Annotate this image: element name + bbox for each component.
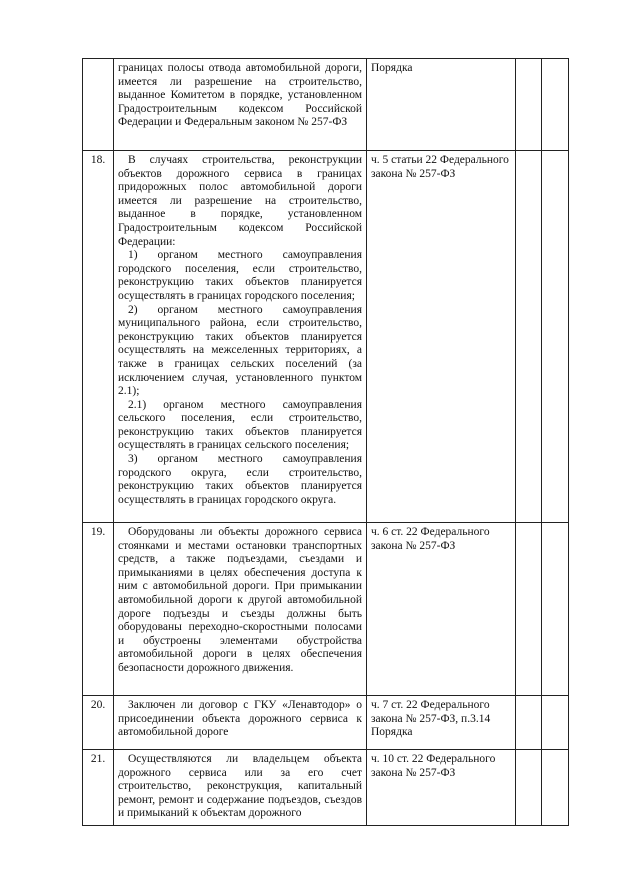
requirement-subitem: 3) органом местного самоуправления городского округа, если строительство, реконструкцию таких объектов планируется осуществлять в границах городского округа. [118,453,362,506]
answer-cell-no [542,151,569,523]
row-number [83,59,114,151]
requirement-text: границах полосы отвода автомобильной дороги, имеется ли разрешение на строительство, выданное Комитетом в порядке, установленном Градостроительным кодексом Российской Федерации и Федеральным законом № 257-ФЗ [118,62,362,129]
answer-cell-no [542,750,569,826]
table-row [83,523,569,696]
row-number: 20. [83,696,114,750]
legal-reference: ч. 10 ст. 22 Федерального закона № 257-ФЗ [367,750,516,826]
answer-cell-no [542,59,569,151]
requirement-subitem: 1) органом местного самоуправления городского поселения, если строительство, реконструкцию таких объектов планируется осуществлять в границах городского поселения; [118,249,362,302]
answer-cell-no [542,523,569,696]
row-number: 21. [83,750,114,826]
requirement-subitem: 2.1) органом местного самоуправления сельского поселения, если строительство, реконструкцию таких объектов планируется осуществлять в границах сельского поселения; [118,398,362,452]
requirement-cell [114,750,367,826]
requirement-cell [114,59,367,151]
answer-cell-yes [516,696,542,750]
answer-cell-yes [516,59,542,151]
checklist-table [82,58,569,826]
table-row [83,696,569,750]
table-row [83,750,569,826]
requirement-text: Оборудованы ли объекты дорожного сервиса стоянками и местами остановки транспортных средств, а также подъездами, съездами и примыканиями в целях обеспечения доступа к ним с автомобильной дороги. При примыкании автомобильной дороги к другой автомобильной дороге подъезды и съезды должны быть оборудованы переходно-скоростными полосами и обустроены элементами обустройства автомобильной дороги в целях обеспечения безопасности дорожного движения. [118,526,362,674]
requirement-cell [114,523,367,696]
answer-cell-no [542,696,569,750]
legal-reference: ч. 6 ст. 22 Федерального закона № 257-ФЗ [367,523,516,696]
row-number: 19. [83,523,114,696]
legal-reference: ч. 5 статьи 22 Федерального закона № 257-ФЗ [367,151,516,523]
requirement-text: Заключен ли договор с ГКУ «Ленавтодор» о присоединении объекта дорожного сервиса к автомобильной дороге [118,699,362,739]
requirement-text: Осуществляются ли владельцем объекта дорожного сервиса или за его счет строительство, реконструкция, капитальный ремонт, ремонт и содержание подъездов, съездов и примыканий к объектам дорожного [118,753,362,820]
row-number: 18. [83,151,114,523]
table-row [83,59,569,151]
requirement-cell [114,696,367,750]
requirement-subitem: 2) органом местного самоуправления муниципального района, если строительство, реконструкцию таких объектов планируется осуществлять на межселенных территориях, а также в границах сельских поселений (за исключением случая, установленного пунктом 2.1); [118,303,362,398]
table-row [83,151,569,523]
requirement-cell [114,151,367,523]
answer-cell-yes [516,523,542,696]
legal-reference: Порядка [367,59,516,151]
answer-cell-yes [516,750,542,826]
requirement-text: В случаях строительства, реконструкции объектов дорожного сервиса в границах придорожных полос автомобильной дороги имеется ли разрешение на строительство, выданное в порядке, установленном Градостроительным кодексом Российской Федерации: [118,154,362,248]
legal-reference: ч. 7 ст. 22 Федерального закона № 257-ФЗ, п.3.14 Порядка [367,696,516,750]
answer-cell-yes [516,151,542,523]
